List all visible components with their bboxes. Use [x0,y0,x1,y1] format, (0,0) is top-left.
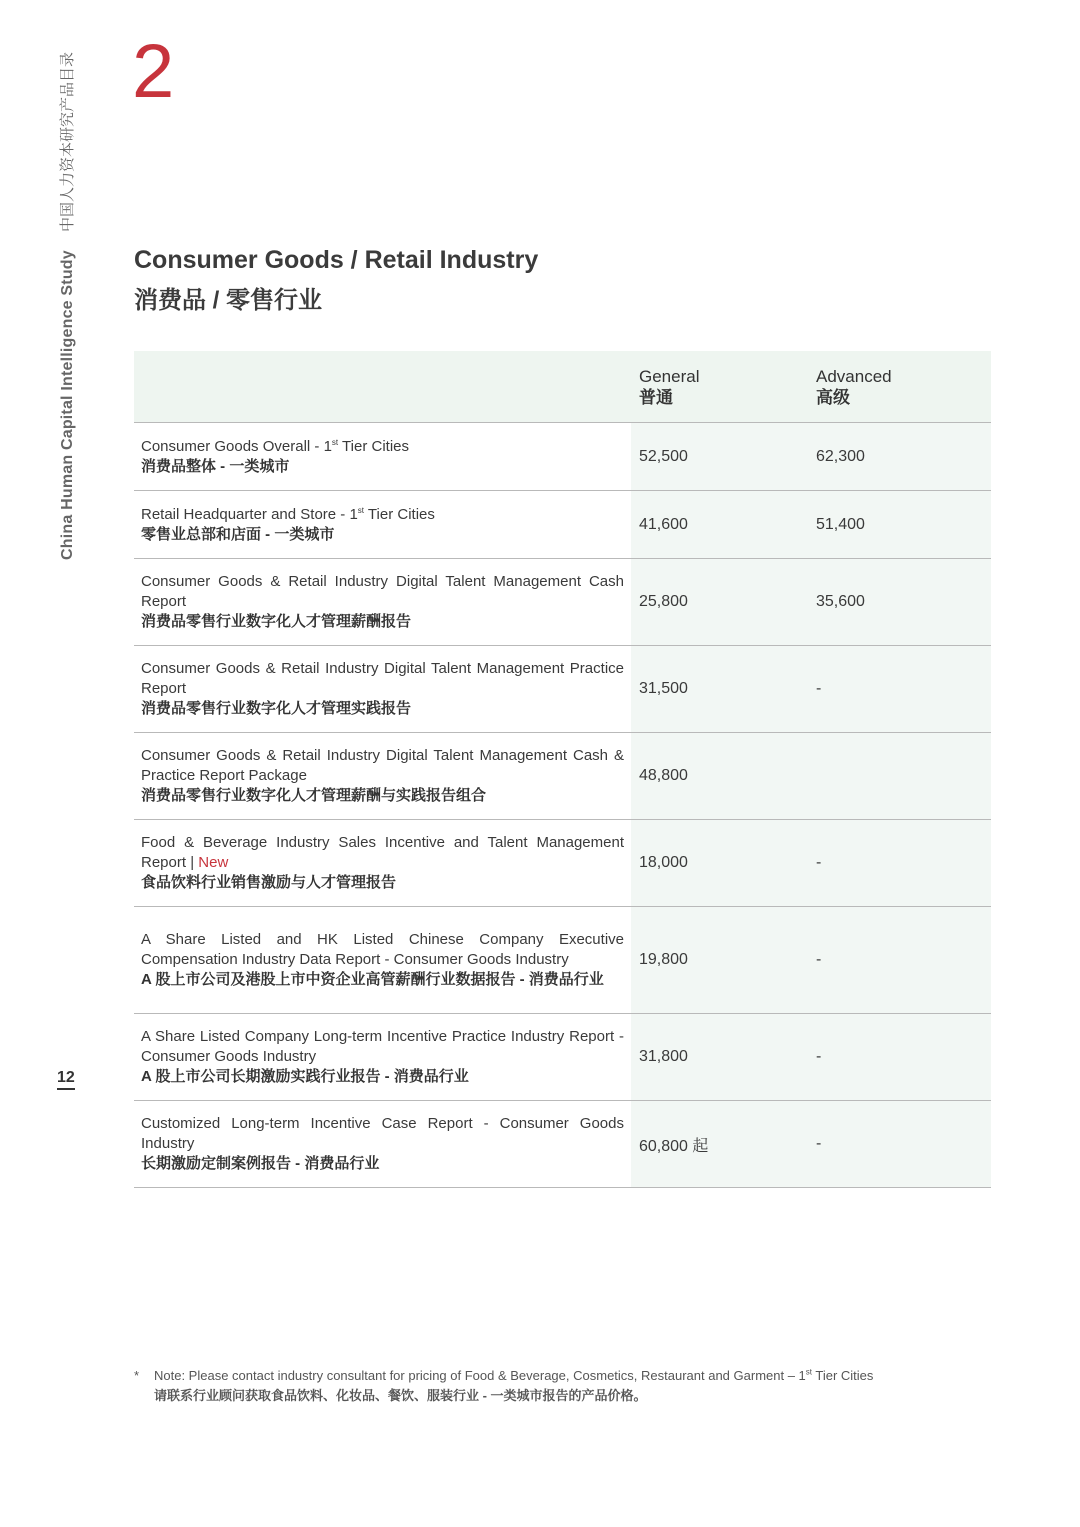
table-row [134,559,991,646]
price-advanced: 35,600 [808,559,991,645]
price-general: 48,800 [631,733,808,819]
product-name-zh: A 股上市公司及港股上市中资企业高管薪酬行业数据报告 - 消费品行业 [141,971,604,988]
product-name-en: Consumer Goods & Retail Industry Digital Talent Management Cash & Practice Report Package [141,747,624,784]
product-name-en: A Share Listed and HK Listed Chinese Company Executive Compensation Industry Data Report - Consumer Goods Industry [141,931,624,968]
product-name-en-suffix: Tier Cities [364,505,435,523]
footnote-en-suffix: Tier Cities [812,1368,874,1383]
header-advanced-zh: 高级 [816,387,850,407]
heading-zh: 消费品 / 零售行业 [134,287,323,314]
product-name-en-text: Retail Headquarter and Store - 1 [141,505,358,523]
header-general-zh: 普通 [639,387,673,407]
product-name-zh: 食品饮料行业销售激励与人才管理报告 [141,874,397,891]
price-advanced: - [808,646,991,732]
new-badge: New [198,854,229,871]
side-title-text [54,52,82,560]
table-row [134,733,991,820]
price-advanced [808,733,991,819]
side-title-en: China Human Capital Intelligence Study [59,250,76,560]
section-heading [134,244,538,318]
footnote-en [154,1366,994,1386]
table-header-row [134,351,991,423]
product-name-cell [134,907,631,1013]
superscript: st [357,505,365,515]
header-advanced-en: Advanced [816,366,892,386]
price-table [134,351,991,1188]
product-name-en [141,437,624,457]
product-name-en-text: Food & Beverage Industry Sales Incentive and Talent Management Report | [141,834,624,871]
product-name-zh: 消费品零售行业数字化人才管理薪酬与实践报告组合 [141,787,487,804]
footnote-zh: 请联系行业顾问获取食品饮料、化妆品、餐饮、服装行业 - 一类城市报告的产品价格。 [154,1388,647,1403]
header-general-en: General [639,366,700,386]
price-advanced: 51,400 [808,491,991,558]
footnote-body [154,1366,994,1406]
product-name-zh: 消费品零售行业数字化人才管理实践报告 [141,700,412,717]
header-advanced [808,351,991,422]
price-general: 25,800 [631,559,808,645]
side-title [54,40,82,560]
price-advanced: - [808,907,991,1013]
table-row [134,1014,991,1101]
superscript: st [805,1367,813,1377]
table-row [134,646,991,733]
product-name-cell [134,559,631,645]
heading-en: Consumer Goods / Retail Industry [134,246,539,274]
price-general: 18,000 [631,820,808,906]
table-row [134,907,991,1014]
product-name-en: Consumer Goods & Retail Industry Digital Talent Management Cash Report [141,573,624,610]
superscript: st [331,437,339,447]
footnote-asterisk: * [134,1368,140,1383]
side-title-zh: 中国人力资本研究产品目录 [59,51,76,232]
header-blank-cell [134,351,631,422]
product-name-zh: 消费品零售行业数字化人才管理薪酬报告 [141,613,412,630]
product-name-en [141,833,624,873]
page-number: 12 [57,1068,75,1090]
product-name-cell [134,1014,631,1100]
chapter-number: 2 [132,29,175,114]
price-advanced: 62,300 [808,423,991,490]
price-advanced: - [808,1101,991,1187]
product-name-cell [134,733,631,819]
product-name-en: Customized Long-term Incentive Case Report - Consumer Goods Industry [141,1115,624,1152]
price-general: 31,500 [631,646,808,732]
product-name-en-suffix: Tier Cities [338,437,409,455]
footnote-en-text: Note: Please contact industry consultant for pricing of Food & Beverage, Cosmetics, Restaurant and Garment – 1 [154,1368,806,1383]
price-general: 41,600 [631,491,808,558]
product-name-zh: 长期激励定制案例报告 - 消费品行业 [141,1155,380,1172]
table-row [134,1101,991,1188]
price-advanced: - [808,1014,991,1100]
footnote [134,1366,994,1406]
product-name-en-text: Consumer Goods Overall - 1 [141,437,332,455]
product-name-en: Consumer Goods & Retail Industry Digital Talent Management Practice Report [141,660,624,697]
header-general [631,351,808,422]
product-name-zh: A 股上市公司长期激励实践行业报告 - 消费品行业 [141,1068,469,1085]
price-general: 60,800 起 [631,1101,808,1187]
table-row [134,491,991,559]
price-general: 19,800 [631,907,808,1013]
price-general: 52,500 [631,423,808,490]
product-name-cell [134,423,631,490]
product-name-cell [134,1101,631,1187]
product-name-en: A Share Listed Company Long-term Incentive Practice Industry Report - Consumer Goods Industry [141,1028,624,1065]
table-row [134,423,991,491]
product-name-zh: 消费品整体 - 一类城市 [141,457,290,475]
product-name-cell [134,646,631,732]
product-name-cell [134,491,631,558]
product-name-en [141,505,624,525]
price-general: 31,800 [631,1014,808,1100]
product-name-zh: 零售业总部和店面 - 一类城市 [141,525,335,543]
table-row [134,820,991,907]
product-name-cell [134,820,631,906]
price-advanced: - [808,820,991,906]
